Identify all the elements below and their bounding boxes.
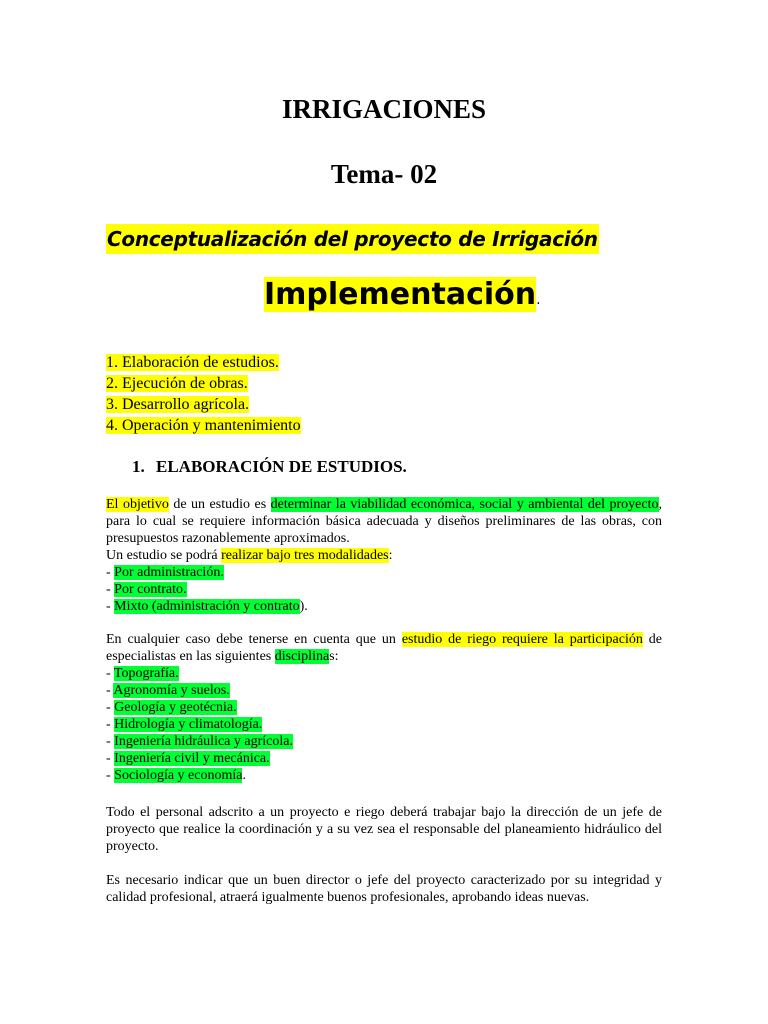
discipline-item: - Ingeniería civil y mecánica. [106,751,270,766]
section-title: ELABORACIÓN DE ESTUDIOS. [156,457,407,476]
modalities-intro: Un estudio se podrá realizar bajo tres modalidades: [106,548,393,563]
section-heading [132,456,407,478]
modality-item: - Por administración. [106,565,224,580]
studies-block [106,496,662,615]
disciplines-block [106,631,662,784]
document-title: IRRIGACIONES [281,94,487,124]
implementation-period: . [536,292,541,308]
phase-item: 3. Desarrollo agrícola. [106,396,250,413]
subtitle: Conceptualización del proyecto de Irrigación [106,224,599,254]
discipline-item: - Geología y geotécnia. [106,700,237,715]
personnel-paragraph: Todo el personal adscrito a un proyecto e riego deberá trabajar bajo la dirección de un jefe de proyecto que realice la coordinación y a su vez sea el responsable del planeamiento hidráulico del proyecto. [106,805,662,854]
implementation-text: Implementación [264,277,537,312]
disciplines-intro: En cualquier caso debe tenerse en cuenta que un estudio de riego requiere la participación de especialistas en las siguientes disciplinas: [106,632,662,664]
objective-paragraph: El objetivo de un estudio es determinar la viabilidad económica, social y ambiental del proyecto, para lo cual se requiere información básica adecuada y diseños preliminares de las obras, con presupuestos razonablemente aproximados. [106,497,662,546]
modality-item: - Mixto (administración y contrato). [106,599,308,614]
discipline-item: - Sociología y economía. [106,768,246,783]
discipline-item: - Agronomía y suelos. [106,683,230,698]
discipline-item: - Hidrología y climatología. [106,717,263,732]
director-paragraph: Es necesario indicar que un buen director o jefe del proyecto caracterizado por su integridad y calidad profesional, atraerá igualmente buenos profesionales, aprobando ideas nuevas. [106,873,662,905]
topic-number: Tema- 02 [330,159,438,189]
discipline-item: - Ingeniería hidráulica y agrícola. [106,734,293,749]
implementation-heading [264,274,541,321]
section-number: 1. [132,457,145,476]
phase-list [106,352,301,436]
phase-item: 1. Elaboración de estudios. [106,354,279,371]
discipline-item: - Topografía. [106,666,179,681]
phase-item: 2. Ejecución de obras. [106,375,248,392]
phase-item: 4. Operación y mantenimiento [106,417,301,434]
modality-item: - Por contrato. [106,582,187,597]
